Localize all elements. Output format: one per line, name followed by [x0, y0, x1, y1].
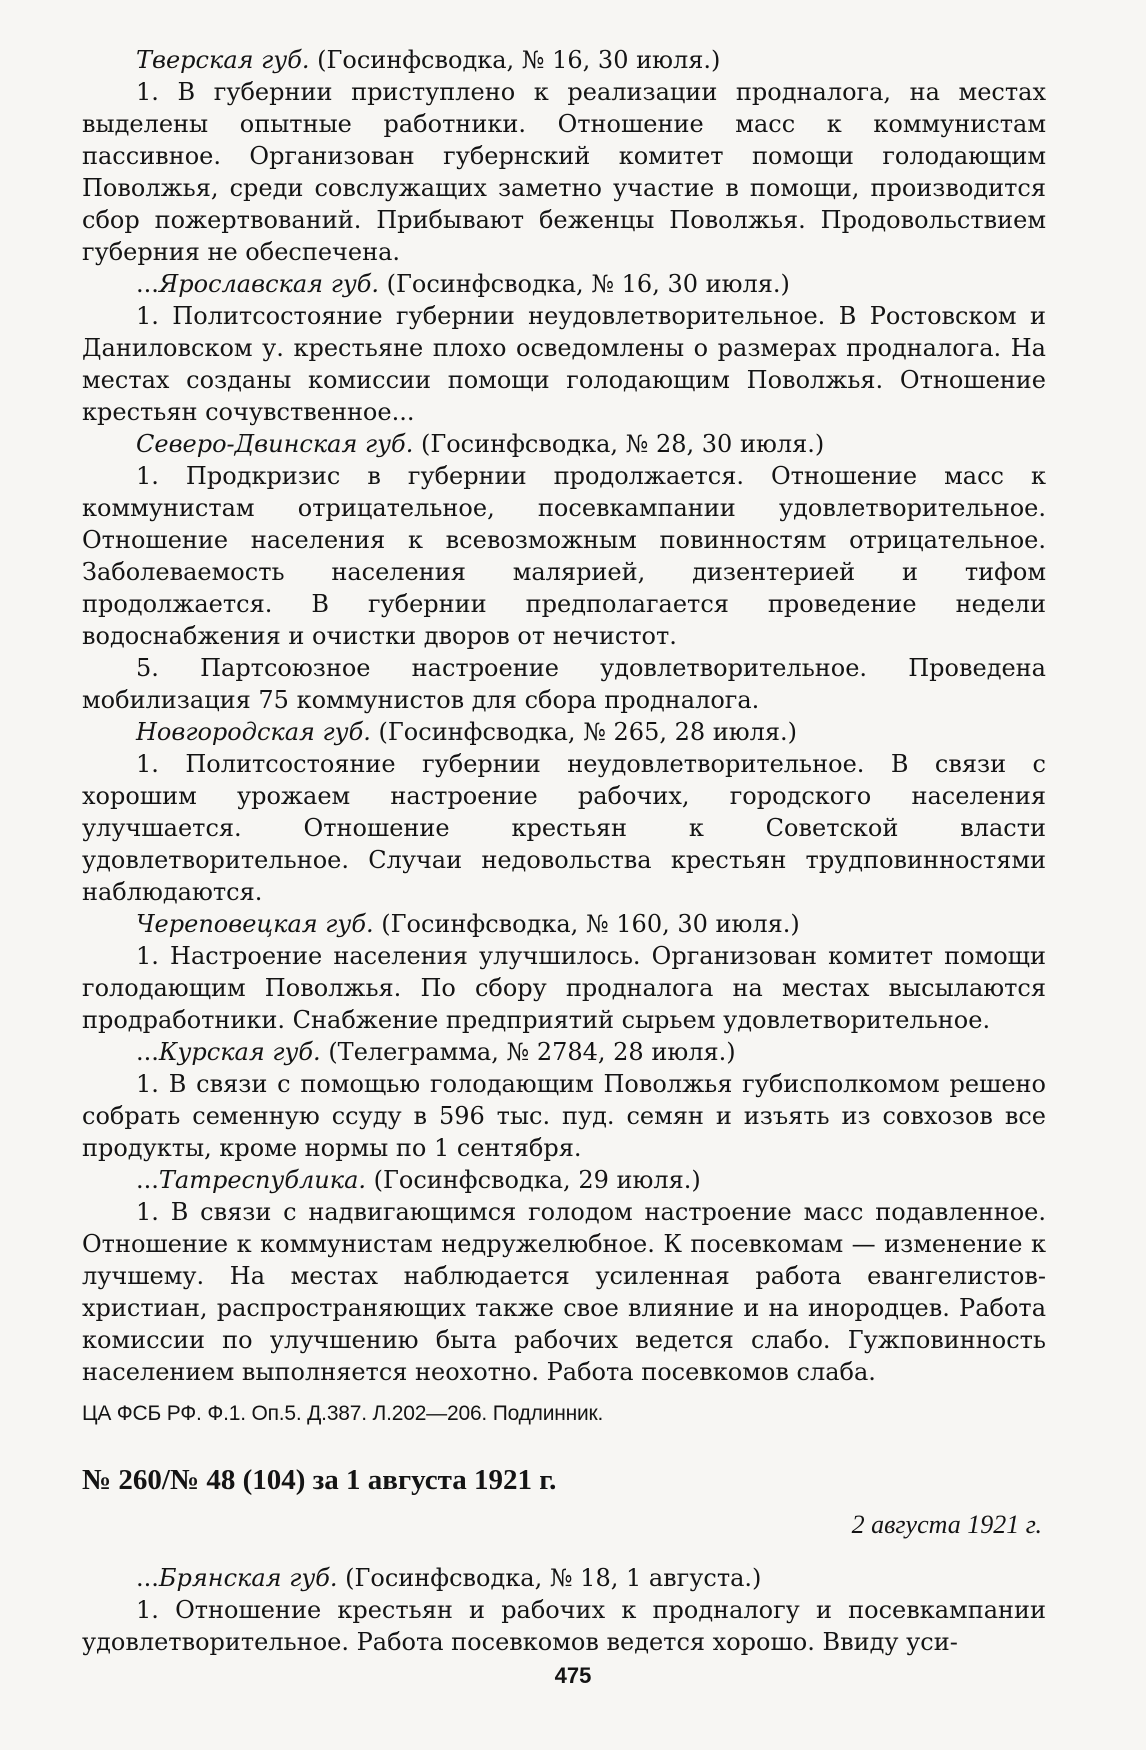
entry-heading [82, 1562, 1046, 1594]
report-entry [82, 1164, 1046, 1388]
entry-source: (Госинфсводка, № 160, 30 июля.) [373, 910, 800, 938]
entry-source: (Госинфсводка, № 265, 28 июля.) [370, 718, 798, 746]
page-content [82, 44, 1046, 1658]
province-name: Тверская губ. [136, 46, 310, 74]
entry-paragraph: 1. В связи с надвигающимся голодом настроение масс подавленное. Отношение к коммунистам недружелюбное. К посевкомам — изменение к лучшему. На местах наблюдается усиленная работа евангелистов-христиан, распространяющих также свое влияние и на инородцев. Работа комиссии по улучшению быта рабочих ведется слабо. Гужповинность населением выполняется неохотно. Работа посевкомов слаба. [82, 1198, 1046, 1386]
report-entry [82, 44, 1046, 268]
entry-heading [82, 716, 1046, 748]
document-date: 2 августа 1921 г. [851, 1510, 1042, 1539]
entries-before [82, 44, 1046, 1388]
entry-ellipsis: ... [136, 1166, 159, 1194]
report-entry [82, 428, 1046, 716]
entry-paragraph: 5. Партсоюзное настроение удовлетворительное. Проведена мобилизация 75 коммунистов для сбора продналога. [82, 654, 1046, 714]
entry-paragraph: 1. Продкризис в губернии продолжается. Отношение масс к коммунистам отрицательное, посевкампании удовлетворительное. Отношение населения к всевозможным повинностям отрицательное. Заболеваемость населения малярией, дизентерией и тифом продолжается. В губернии предполагается проведение недели водоснабжения и очистки дворов от нечистот. [82, 462, 1046, 650]
entry-source: (Госинфсводка, № 18, 1 августа.) [337, 1564, 762, 1592]
document-heading: № 260/№ 48 (104) за 1 августа 1921 г. [82, 1464, 557, 1496]
province-name: Новгородская губ. [136, 718, 371, 746]
province-name: Череповецкая губ. [136, 910, 374, 938]
entry-heading [82, 268, 1046, 300]
entry-source: (Телеграмма, № 2784, 28 июля.) [320, 1038, 736, 1066]
entries-after [82, 1562, 1046, 1658]
entry-heading [82, 908, 1046, 940]
report-entry [82, 716, 1046, 908]
entry-ellipsis: ... [136, 1564, 159, 1592]
page-number: 475 [554, 1663, 592, 1688]
province-name: Ярославская губ. [158, 270, 380, 298]
province-name: Татреспублика. [158, 1166, 367, 1194]
entry-source: (Госинфсводка, № 16, 30 июля.) [379, 270, 790, 298]
entry-ellipsis: ... [136, 1038, 159, 1066]
entry-paragraph: 1. В связи с помощью голодающим Поволжья губисполкомом решено собрать семенную ссуду в 596 тыс. пуд. семян и изъять из совхозов все продукты, кроме нормы по 1 сентября. [82, 1070, 1046, 1162]
entry-source: (Госинфсводка, № 28, 30 июля.) [413, 430, 825, 458]
province-name: Северо-Двинская губ. [136, 430, 414, 458]
archive-reference: ЦА ФСБ РФ. Ф.1. Оп.5. Д.387. Л.202—206. Подлинник. [82, 1402, 604, 1425]
province-name: Курская губ. [158, 1038, 321, 1066]
entry-heading [82, 428, 1046, 460]
province-name: Брянская губ. [158, 1564, 338, 1592]
report-entry [82, 908, 1046, 1036]
entry-source: (Госинфсводка, № 16, 30 июля.) [309, 46, 721, 74]
entry-paragraph: 1. Политсостояние губернии неудовлетворительное. В Ростовском и Даниловском у. крестьяне плохо осведомлены о размерах продналога. На местах созданы комиссии помощи голодающим Поволжья. Отношение крестьян сочувственное... [82, 302, 1046, 426]
entry-heading [82, 1036, 1046, 1068]
report-entry [82, 1562, 1046, 1658]
entry-paragraph: 1. Отношение крестьян и рабочих к продналогу и посевкампании удовлетворительное. Работа посевкомов ведется хорошо. Ввиду уси- [82, 1596, 1046, 1656]
entry-paragraph: 1. Политсостояние губернии неудовлетворительное. В связи с хорошим урожаем настроение рабочих, городского населения улучшается. Отношение крестьян к Советской власти удовлетворительное. Случаи недовольства крестьян трудповинностями наблюдаются. [82, 750, 1046, 906]
entry-ellipsis: ... [136, 270, 159, 298]
entry-source: (Госинфсводка, 29 июля.) [366, 1166, 701, 1194]
entry-paragraph: 1. Настроение населения улучшилось. Организован комитет помощи голодающим Поволжья. По сбору продналога на местах высылаются продработники. Снабжение предприятий сырьем удовлетворительное. [82, 942, 1046, 1034]
report-entry [82, 1036, 1046, 1164]
report-entry [82, 268, 1046, 428]
entry-paragraph: 1. В губернии приступлено к реализации продналога, на местах выделены опытные работники. Отношение масс к коммунистам пассивное. Организован губернский комитет помощи голодающим Поволжья, среди совслужащих заметно участие в помощи, производится сбор пожертвований. Прибывают беженцы Поволжья. Продовольствием губерния не обеспечена. [82, 78, 1046, 266]
entry-heading [82, 44, 1046, 76]
entry-heading [82, 1164, 1046, 1196]
